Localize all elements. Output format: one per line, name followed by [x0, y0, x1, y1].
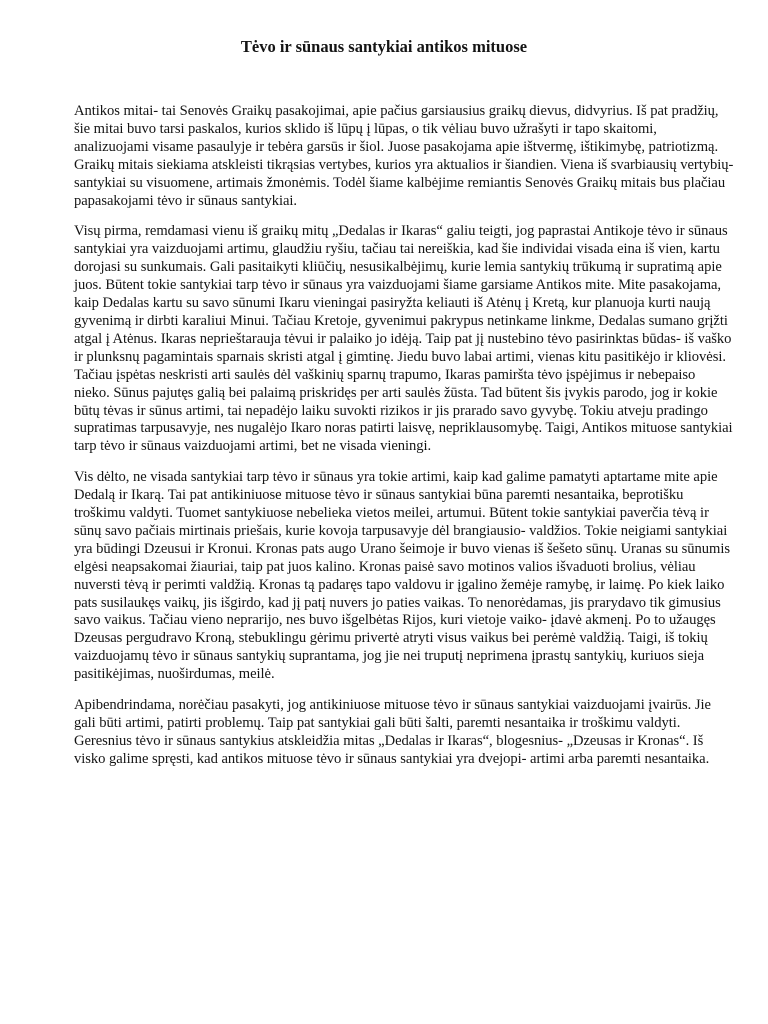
paragraph-dedalas-ikaras: Visų pirma, remdamasi vienu iš graikų mitų „Dedalas ir Ikaras“ galiu teigti, jog paprastai Antikoje tėvo ir sūnaus santykiai yra vaizduojami artimu, glaudžiu ryšiu, tačiau tai nereiškia, kad šie individai visada eina iš vien, kartu dorojasi su sunkumais. Gali pasitaikyti kliūčių, nesusikalbėjimų, kurie lemia santykių trūkumą ir supratimą apie juos. Būtent tokie santykiai tarp tėvo ir sūnaus yra vaizduojami šiame garsiame Antikos mite. Mite pasakojama, kaip Dedalas kartu su savo sūnumi Ikaru vieningai pasiryžta keliauti iš Atėnų į Kretą, kur planuoja kurti naują gyvenimą ir dirbti karaliui Minui. Tačiau Kretoje, gyvenimui pakrypus netinkame linkme, Dedalas sumano grįžti atgal į Atėnus. Ikaras neprieštarauja tėvui ir palaiko jo idėją. Taip pat jį nustebino tėvo pasirinktas būdas- iš vaško ir plunksnų pagamintais sparnais skristi atgal į gimtinę. Jiedu buvo labai artimi, vienas kitu pasitikėjo ir kliovėsi. Tačiau įspėtas neskristi arti saulės dėl vaškinių sparnų trapumo, Ikaras pamiršta tėvo įspėjimus ir nebepaiso nieko. Sūnus pajutęs galią bei palaimą priskridęs per arti saulės žūsta. Tad būtent šis įvykis parodo, jog ir kokie būtų tėvas ir sūnus artimi, tai nepadėjo laiku suvokti rizikos ir jis prarado savo gyvybę. Tokiu atveju pradingo supratimas tarpusavyje, nes nugalėjo Ikaro noras patirti laisvę, nepriklausomybę. Taigi, Antikos mituose santykiai tarp tėvo ir sūnaus vaizduojami artimi, bet ne visada vieningi.	[74, 223, 733, 455]
paragraph-introduction: Antikos mitai- tai Senovės Graikų pasakojimai, apie pačius garsiausius graikų dievus, didvyrius. Iš pat pradžių, šie mitai buvo tarsi paskalos, kurios sklido iš lūpų į lūpas, o tik vėliau buvo užrašyti ir tapo skaitomi, analizuojami visame pasaulyje ir tebėra garsūs ir šiol. Juose pasakojama apie ištvermę, ištikimybę, patriotizmą. Graikų mitais siekiama atskleisti tikrąsias vertybes, kurios yra aktualios ir šiandien. Viena iš svarbiausių vertybių- santykiai su visuomene, artimais žmonėmis. Todėl šiame kalbėjime remiantis Senovės Graikų mitais bus plačiau papasakojami tėvo ir sūnaus santykiai.	[74, 103, 734, 209]
paragraph-dzeusas-kronas: Vis dėlto, ne visada santykiai tarp tėvo ir sūnaus yra tokie artimi, kaip kad galime pamatyti aptartame mite apie Dedalą ir Ikarą. Tai pat antikiniuose mituose tėvo ir sūnaus santykiai būna paremti nesantaika, beprotišku troškimu valdyti. Tuomet santykiuose nebelieka vietos meilei, artumui. Būtent tokie santykiai paverčia tėvą ir sūnų savo pačiais mirtinais priešais, kurie kovoja tarpusavyje dėl brangiausio- valdžios. Tokie neigiami santykiai yra būdingi Dzeusui ir Kronui. Kronas pats augo Urano šeimoje ir buvo vienas iš šešeto sūnų. Uranas su sūnumis elgėsi neapsakomai žiauriai, taip pat juos kalino. Kronas paisė savo motinos valios išvaduoti brolius, vėliau nuversti tėvą ir perimti valdžią. Kronas tą padaręs tapo valdovu ir įgalino žemėje ramybę, ir laimę. Po kiek laiko pats susilaukęs vaikų, jis išgirdo, kad jį patį nuvers jo paties vaikas. To nenorėdamas, jis prarydavo tik gimusius savo vaikus. Tačiau vieno neprarijo, nes buvo išgelbėtas Rijos, kuri vietoje vaiko- įdavė akmenį. Po to užaugęs Dzeusas pergudravo Kroną, stebuklingu gėrimu privertė atryti visus vaikus bei perėmė valdžią. Taigi, iš tokių vaizduojamų tėvo ir sūnaus santykių suprantama, jog jie nei truputį neprimena įprastų santykių, kuriuos sieja pasitikėjimas, nuoširdumas, meilė.	[74, 469, 730, 683]
paragraph-conclusion: Apibendrindama, norėčiau pasakyti, jog antikiniuose mituose tėvo ir sūnaus santykiai vaizduojami įvairūs. Jie gali būti artimi, patirti problemų. Taip pat santykiai gali būti šalti, paremti nesantaika ir troškimu valdyti. Geresnius tėvo ir sūnaus santykius atskleidžia mitas „Dedalas ir Ikaras“, blogesnius- „Dzeusas ir Kronas“. Iš visko galime spręsti, kad antikos mituose tėvo ir sūnaus santykiai yra dvejopi- artimi arba paremti nesantaika.	[74, 697, 711, 767]
document-title: Tėvo ir sūnaus santykiai antikos mituose	[240, 37, 528, 56]
document-body	[74, 103, 734, 782]
